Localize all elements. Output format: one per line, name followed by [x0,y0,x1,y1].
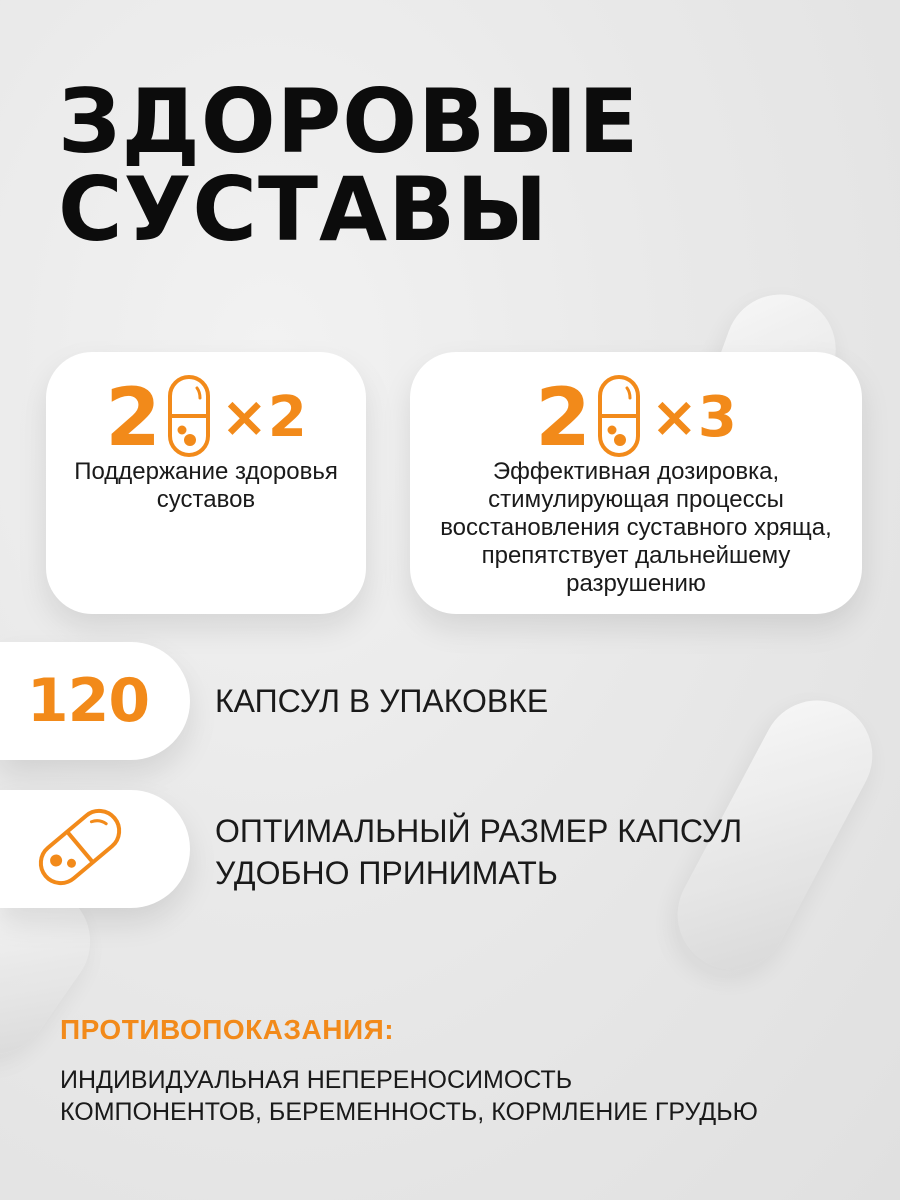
capsule-size-badge [0,790,190,908]
capsule-icon [161,374,217,462]
capsule-count-badge [0,642,190,760]
dosage-count: 2 [105,371,161,464]
dosage-multiplier: ×2 [220,385,307,450]
contraindications-line: КОМПОНЕНТОВ, БЕРЕМЕННОСТЬ, КОРМЛЕНИЕ ГРУДЬЮ [60,1098,758,1126]
dosage-card-effective [410,352,862,614]
page-title-line-1: ЗДОРОВЫЕ [58,70,640,173]
dosage-description: Поддержание здоровья суставов [74,458,338,513]
feature-capsule-count [215,680,548,722]
contraindications-text [60,1064,758,1128]
capsule-count: 120 [26,666,150,736]
page-title-line-2: СУСТАВЫ [58,158,549,261]
feature-text: ОПТИМАЛЬНЫЙ РАЗМЕР КАПСУЛ [215,813,743,849]
feature-capsule-size [215,810,742,894]
capsule-icon [591,374,647,462]
contraindications-line: ИНДИВИДУАЛЬНАЯ НЕПЕРЕНОСИМОСТЬ [60,1066,573,1094]
page-title [58,70,640,261]
contraindications-title: ПРОТИВОПОКАЗАНИЯ: [60,1014,395,1045]
dosage-multiplier: ×3 [650,385,737,450]
dosage-count: 2 [535,371,591,464]
capsule-icon [25,802,135,896]
dosage-card-basic [46,352,366,614]
dosage-description: Эффективная дозировка, стимулирующая процессы восстановления суставного хряща, препятствует дальнейшему разрушению [440,458,832,597]
feature-text: КАПСУЛ В УПАКОВКЕ [215,683,549,719]
dosage-formula [410,371,862,464]
dosage-formula [46,371,366,464]
feature-text: УДОБНО ПРИНИМАТЬ [215,855,558,891]
